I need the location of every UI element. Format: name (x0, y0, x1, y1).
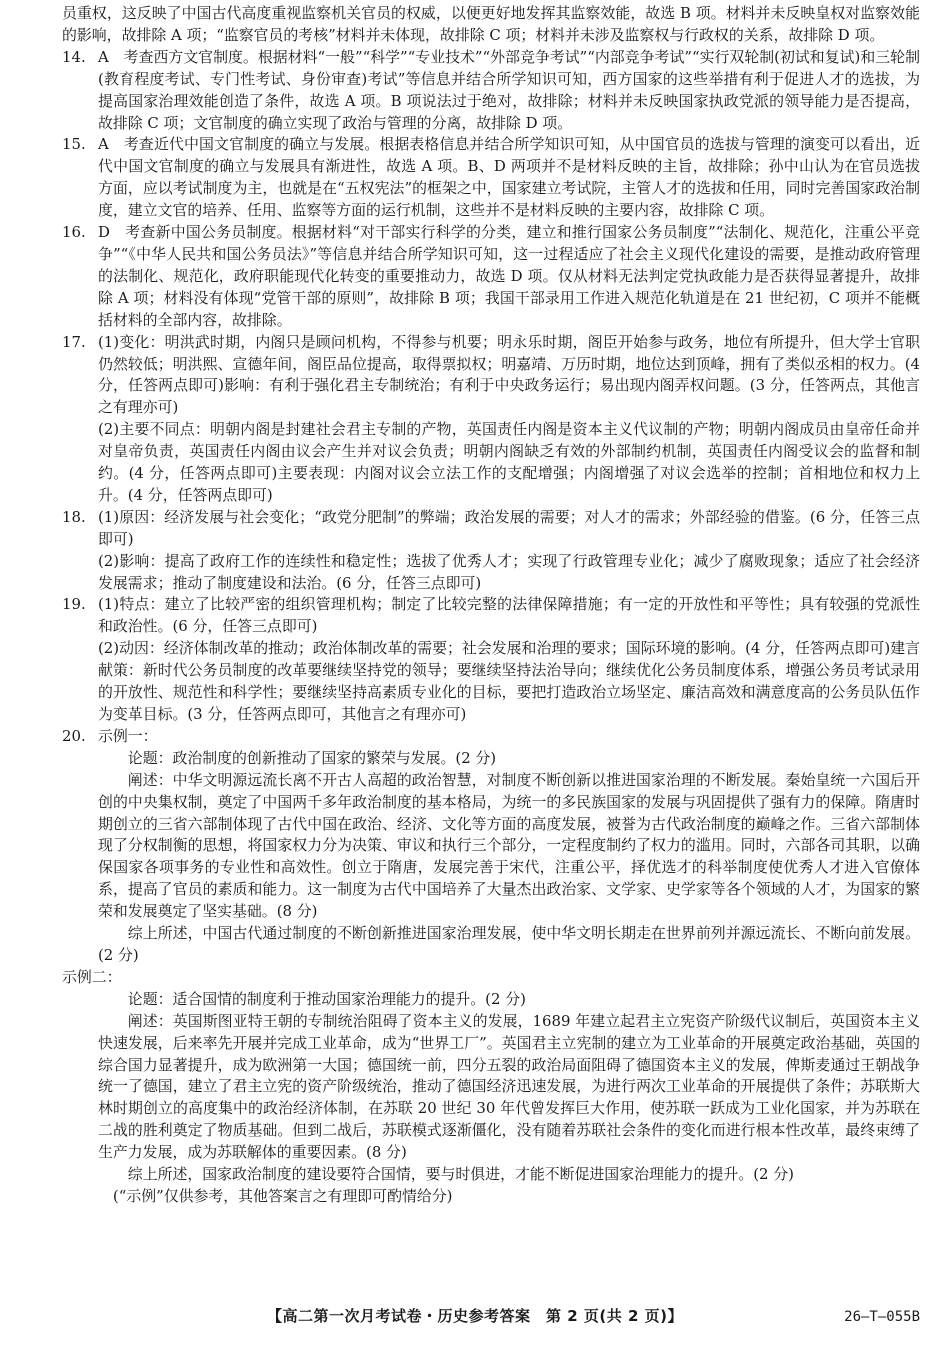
answer-number: 17. (62, 332, 86, 351)
example-2-body: 阐述：英国斯图亚特王朝的专制统治阻碍了资本主义的发展，1689 年建立起君主立宪资产阶级代议制后，英国资本主义快速发展，后来率先开展并完成工业革命，成为“世界工厂”。英国君主立宪制的建立为工业革命的开展奠定政治基础，英国的综合国力显著提升，成为欧洲第一大国；德国统一前，四分五裂的政治局面阻碍了德国资本主义的发展，俾斯麦通过王朝战争统一了德国，建立了君主立宪的资产阶级统治，推动了德国经济迅速发展，为进行两次工业革命的开展提供了条件；苏联斯大林时期创立的高度集中的政治经济体制，在苏联 20 世纪 30 年代曾发挥巨大作用，使苏联一跃成为工业化国家，并为苏联在二战的胜利奠定了物质基础。但到二战后，苏联模式逐渐僵化，没有随着苏联社会条件的变化而进行根本性改革，最终束缚了生产力发展，成为苏联解体的重要因素。(8 分) (98, 1011, 920, 1162)
answer-text: A 考查近代中国文官制度的确立与发展。根据表格信息并结合所学知识可知，从中国官员的选拔与管理的演变可以看出，近代中国文官制度的确立与发展具有渐进性，故选 A 项。B、D 两项并不是材料反映的主旨，故排除；孙中山认为在官员选拔方面，应以考试制度为主，也就是在“五权宪法”的框架之中，国家建立考试院，主管人才的选拔和任用，同时完善国家政治制度，建立文官的培养、任用、监察等方面的运行机制，这些并不是材料反映的主要内容，故排除 C 项。 (98, 135, 920, 220)
answer-text: D 考查新中国公务员制度。根据材料“对干部实行科学的分类，建立和推行国家公务员制度”“法制化、规范化，注重公平竞争”“《中华人民共和国公务员法》”等信息并结合所学知识可知，这一过程适应了社会主义现代化建设的需要，是推动政府管理的法制化、规范化，政府职能现代化转变的重要推动力，故选 D 项。仅从材料无法判定党执政能力是否获得显著提升，故排除 A 项；材料没有体现“党管干部的原则”，故排除 B 项；我国干部录用工作进入规范化轨道是在 21 世纪初，C 项并不能概括材料的全部内容，故排除。 (98, 223, 920, 329)
example-2-label: 示例二： (62, 967, 122, 986)
answer-body (62, 967, 920, 1208)
intro-paragraph: 员重权，这反映了中国古代高度重视监察机关官员的权威，以便更好地发挥其监察效能，故选 B 项。材料并未反映皇权对监察效能的影响，故排除 A 项；“监察官员的考核”材料并未体现，故排除 C 项；材料并未涉及监察权与行政权的关系，故排除 D 项。 (62, 4, 920, 44)
answer-number: 20. (62, 726, 86, 745)
page-footer (0, 1306, 950, 1336)
answer-17-part-2: (2)主要不同点：明朝内阁是封建社会君主专制的产物，英国责任内阁是资本主义代议制的产物；明朝内阁成员由皇帝任命并对皇帝负责，英国责任内阁由议会产生并对议会负责；明朝内阁缺乏有效的外部制约机制，英国责任内阁受议会的监督和制约。(4 分，任答两点即可)主要表现：内阁对议会立法工作的支配增强；内阁增强了对议会选举的控制；首相地位和权力上升。(4 分，任答两点即可) (98, 420, 920, 504)
example-1-thesis: 论题：政治制度的创新推动了国家的繁荣与发展。(2 分) (127, 748, 497, 767)
example-1-conclusion: 综上所述，中国古代通过制度的不断创新推进国家治理发展，使中华文明长期走在世界前列并源远流长、不断向前发展。(2 分) (98, 924, 920, 964)
answer-17-part-1: (1)变化：明洪武时期，内阁只是顾问机构，不得参与机要；明永乐时期，阁臣开始参与政务，地位有所提升，但大学士官职仍然较低；明洪熙、宣德年间，阁臣品位提高，取得票拟权；明嘉靖、万历时期，地位达到顶峰，拥有了类似丞相的权力。(4 分，任答两点即可)影响：有利于强化君主专制统治；有利于中央政务运行；易出现内阁弄权问题。(3 分，任答两点，其他言之有理亦可) (98, 332, 920, 417)
answer-15 (62, 134, 920, 222)
answer-20-continued (62, 967, 920, 1208)
answer-text: A 考查西方文官制度。根据材料“一般”“科学”“专业技术”“外部竞争考试”“内部竞争考试”“实行双轮制(初试和复试)和三轮制(教育程度考试、专门性考试、身份审查)考试”等信息并结合所学知识可知，西方国家的这些举措有利于促进人才的选拔，为提高国家治理效能创造了条件，故选 A 项。B 项说法过于绝对，故排除；材料并未反映国家执政党派的领导能力是否提高，故排除 C 项；文官制度的确立实现了政治与管理的分离，故排除 D 项。 (98, 47, 920, 132)
example-1-label: 示例一： (98, 726, 158, 745)
answer-number: 18. (62, 507, 86, 526)
answer-body (98, 726, 920, 967)
answers-list (62, 47, 920, 1208)
footer-title: 【高二第一次月考试卷・历史参考答案 第 2 页(共 2 页)】 (267, 1307, 683, 1325)
answer-number: 16. (62, 223, 86, 242)
answer-19-part-2: (2)动因：经济体制改革的推动；政治体制改革的需要；社会发展和治理的要求；国际环境的影响。(4 分，任答两点即可)建言献策：新时代公务员制度的改革要继续坚持党的领导；要继续坚持法治导向；继续优化公务员制度体系，增强公务员考试录用的开放性、规范性和科学性；要继续坚持高素质专业化的目标，要把打造政治立场坚定、廉洁高效和满意度高的公务员队伍作为变革目标。(3 分，任答两点即可，其他言之有理亦可) (98, 639, 920, 723)
answer-number: 15. (62, 135, 86, 154)
answer-body (98, 594, 920, 725)
answer-body (98, 332, 920, 507)
answer-19-part-1: (1)特点：建立了比较严密的组织管理机构；制定了比较完整的法律保障措施；有一定的开放性和平等性；具有较强的党派性和政治性。(6 分，任答三点即可) (98, 595, 920, 636)
answer-17 (62, 332, 920, 507)
answer-20 (62, 726, 920, 967)
example-note: (“示例”仅供参考，其他答案言之有理即可酌情给分) (112, 1186, 453, 1205)
answer-number: 14. (62, 47, 86, 66)
example-2-conclusion: 综上所述，国家政治制度的建设要符合国情，要与时俱进，才能不断促进国家治理能力的提升。(2 分) (127, 1165, 794, 1184)
answer-18-part-2: (2)影响：提高了政府工作的连续性和稳定性；选拔了优秀人才；实现了行政管理专业化；减少了腐败现象；适应了社会经济发展需求；推动了制度建设和法治。(6 分，任答三点即可) (98, 551, 920, 592)
answer-number: 19. (62, 595, 86, 614)
answer-body (98, 507, 920, 595)
answer-18-part-1: (1)原因：经济发展与社会变化；“政党分肥制”的弊端；政治发展的需要；对人才的需求；外部经验的借鉴。(6 分，任答三点即可) (98, 507, 920, 548)
example-2-thesis: 论题：适合国情的制度利于推动国家治理能力的提升。(2 分) (127, 989, 526, 1008)
answer-19 (62, 594, 920, 725)
example-1-body: 阐述：中华文明源远流长离不开古人高超的政治智慧，对制度不断创新以推进国家治理的不断发展。秦始皇统一六国后开创的中央集权制，奠定了中国两千多年政治制度的基本格局，为统一的多民族国家的发展与巩固提供了强有力的保障。隋唐时期创立的三省六部制体现了古代中国在政治、经济、文化等方面的高度发展，被誉为古代政治制度的巅峰之作。三省六部制体现了分权制衡的思想，将国家权力分为决策、审议和执行三个部分，一定程度制约了权力的滥用。同时，六部各司其职，以确保国家各项事务的专业性和高效性。创立于隋唐，发展完善于宋代，注重公平，择优选才的科举制度使优秀人才进入官僚体系，提高了官员的素质和能力。这一制度为古代中国培养了大量杰出政治家、文学家、史学家等各个领域的人才，为国家的繁荣和发展奠定了坚实基础。(8 分) (98, 770, 920, 921)
footer-code: 26—T—055B (844, 1309, 920, 1325)
answer-14 (62, 47, 920, 135)
answer-16 (62, 222, 920, 332)
answer-18 (62, 507, 920, 595)
